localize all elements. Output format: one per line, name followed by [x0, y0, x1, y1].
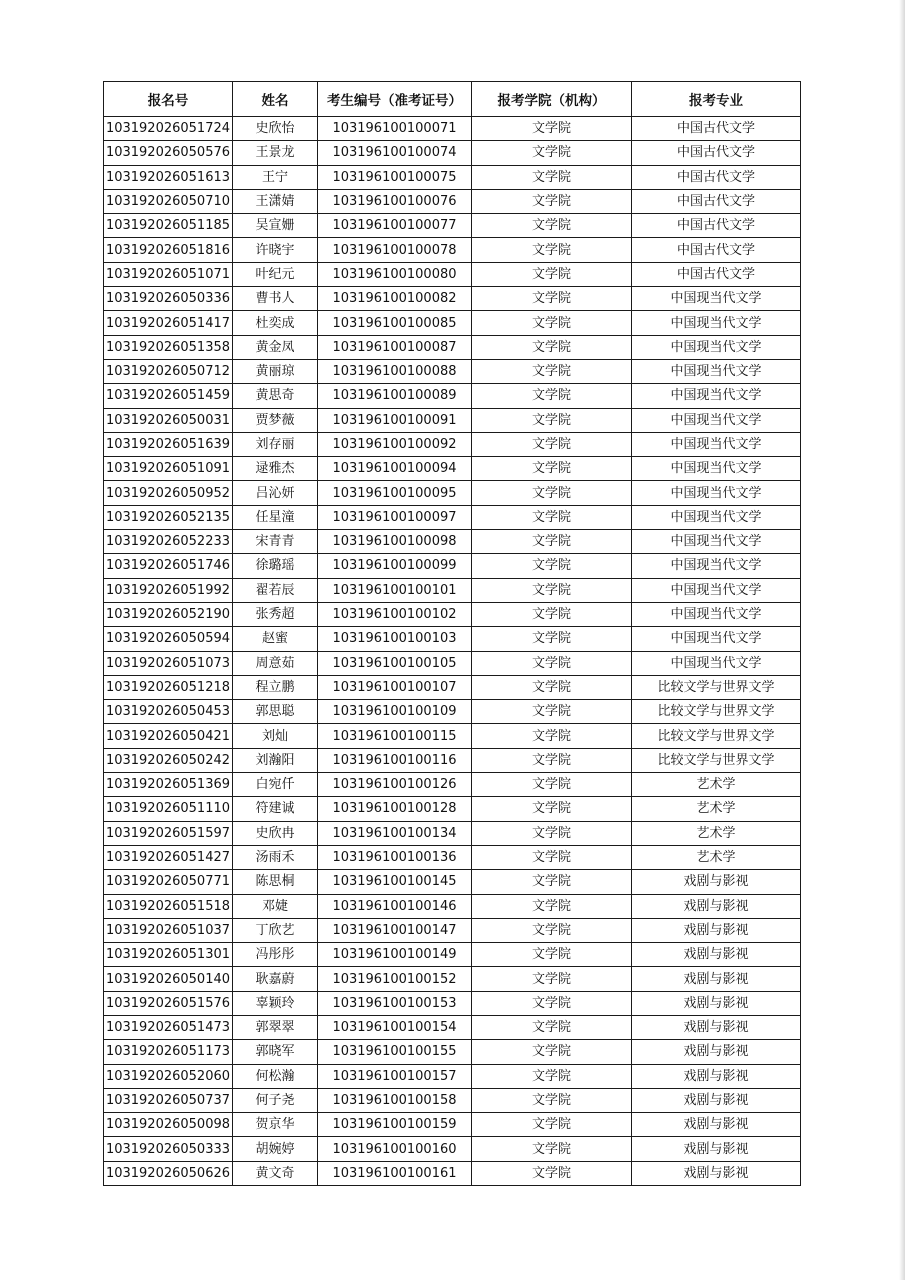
cell-name: 贾梦薇 — [233, 408, 318, 432]
cell-name: 王潇婧 — [233, 189, 318, 213]
cell-major: 戏剧与影视 — [632, 918, 801, 942]
cell-major: 中国现当代文学 — [632, 651, 801, 675]
cell-registration-number: 103192026051073 — [104, 651, 233, 675]
cell-name: 丁欣艺 — [233, 918, 318, 942]
cell-candidate-number: 103196100100146 — [318, 894, 472, 918]
cell-major: 戏剧与影视 — [632, 1064, 801, 1088]
cell-college: 文学院 — [472, 773, 632, 797]
table-row — [104, 384, 801, 408]
cell-major: 中国现当代文学 — [632, 554, 801, 578]
cell-registration-number: 103192026050242 — [104, 748, 233, 772]
cell-name: 王景龙 — [233, 141, 318, 165]
cell-college: 文学院 — [472, 627, 632, 651]
cell-registration-number: 103192026051110 — [104, 797, 233, 821]
table-row — [104, 773, 801, 797]
table-row — [104, 918, 801, 942]
cell-candidate-number: 103196100100097 — [318, 505, 472, 529]
table-row — [104, 578, 801, 602]
table-row — [104, 165, 801, 189]
cell-major: 中国古代文学 — [632, 189, 801, 213]
table-row — [104, 311, 801, 335]
cell-major: 中国现当代文学 — [632, 359, 801, 383]
cell-candidate-number: 103196100100098 — [318, 530, 472, 554]
cell-registration-number: 103192026050712 — [104, 359, 233, 383]
cell-registration-number: 103192026052135 — [104, 505, 233, 529]
cell-candidate-number: 103196100100155 — [318, 1040, 472, 1064]
header-major: 报考专业 — [632, 82, 801, 117]
table-row — [104, 554, 801, 578]
cell-college: 文学院 — [472, 602, 632, 626]
cell-college: 文学院 — [472, 967, 632, 991]
cell-candidate-number: 103196100100101 — [318, 578, 472, 602]
cell-college: 文学院 — [472, 578, 632, 602]
cell-major: 中国现当代文学 — [632, 505, 801, 529]
cell-college: 文学院 — [472, 214, 632, 238]
cell-registration-number: 103192026051518 — [104, 894, 233, 918]
cell-candidate-number: 103196100100095 — [318, 481, 472, 505]
header-registration-number: 报名号 — [104, 82, 233, 117]
table-body — [104, 117, 801, 1186]
cell-registration-number: 103192026050594 — [104, 627, 233, 651]
cell-major: 比较文学与世界文学 — [632, 748, 801, 772]
cell-major: 中国古代文学 — [632, 117, 801, 141]
table-row — [104, 408, 801, 432]
table-row — [104, 967, 801, 991]
table-row — [104, 238, 801, 262]
cell-major: 中国现当代文学 — [632, 481, 801, 505]
cell-college: 文学院 — [472, 311, 632, 335]
table-row — [104, 1113, 801, 1137]
cell-registration-number: 103192026051473 — [104, 1015, 233, 1039]
cell-major: 戏剧与影视 — [632, 991, 801, 1015]
table-row — [104, 1088, 801, 1112]
cell-name: 赵蜜 — [233, 627, 318, 651]
cell-candidate-number: 103196100100145 — [318, 870, 472, 894]
cell-candidate-number: 103196100100154 — [318, 1015, 472, 1039]
cell-college: 文学院 — [472, 991, 632, 1015]
cell-registration-number: 103192026050952 — [104, 481, 233, 505]
cell-name: 黄金凤 — [233, 335, 318, 359]
cell-major: 戏剧与影视 — [632, 1137, 801, 1161]
cell-candidate-number: 103196100100091 — [318, 408, 472, 432]
cell-major: 中国现当代文学 — [632, 432, 801, 456]
cell-major: 戏剧与影视 — [632, 1161, 801, 1185]
cell-registration-number: 103192026051427 — [104, 845, 233, 869]
cell-name: 辜颖玲 — [233, 991, 318, 1015]
page-edge-shadow — [899, 0, 905, 1280]
cell-major: 戏剧与影视 — [632, 1088, 801, 1112]
cell-college: 文学院 — [472, 675, 632, 699]
cell-college: 文学院 — [472, 262, 632, 286]
cell-name: 何松瀚 — [233, 1064, 318, 1088]
cell-major: 中国现当代文学 — [632, 408, 801, 432]
cell-college: 文学院 — [472, 1161, 632, 1185]
table-row — [104, 335, 801, 359]
cell-college: 文学院 — [472, 359, 632, 383]
cell-college: 文学院 — [472, 1040, 632, 1064]
cell-registration-number: 103192026051459 — [104, 384, 233, 408]
cell-major: 戏剧与影视 — [632, 943, 801, 967]
cell-candidate-number: 103196100100074 — [318, 141, 472, 165]
cell-major: 中国现当代文学 — [632, 530, 801, 554]
cell-name: 杜奕成 — [233, 311, 318, 335]
cell-candidate-number: 103196100100149 — [318, 943, 472, 967]
cell-name: 贺京华 — [233, 1113, 318, 1137]
cell-name: 刘瀚阳 — [233, 748, 318, 772]
cell-college: 文学院 — [472, 117, 632, 141]
cell-college: 文学院 — [472, 189, 632, 213]
table-header — [104, 82, 801, 117]
cell-name: 邓婕 — [233, 894, 318, 918]
cell-college: 文学院 — [472, 821, 632, 845]
cell-name: 曹书人 — [233, 287, 318, 311]
cell-name: 陈思桐 — [233, 870, 318, 894]
header-row — [104, 82, 801, 117]
header-college: 报考学院（机构） — [472, 82, 632, 117]
table-row — [104, 117, 801, 141]
cell-registration-number: 103192026051071 — [104, 262, 233, 286]
cell-college: 文学院 — [472, 797, 632, 821]
cell-name: 黄思奇 — [233, 384, 318, 408]
cell-name: 白宛仟 — [233, 773, 318, 797]
table-row — [104, 1040, 801, 1064]
table-row — [104, 748, 801, 772]
cell-college: 文学院 — [472, 1088, 632, 1112]
cell-candidate-number: 103196100100136 — [318, 845, 472, 869]
cell-registration-number: 103192026051417 — [104, 311, 233, 335]
cell-name: 何子尧 — [233, 1088, 318, 1112]
cell-major: 中国古代文学 — [632, 262, 801, 286]
cell-candidate-number: 103196100100107 — [318, 675, 472, 699]
cell-name: 郭翠翠 — [233, 1015, 318, 1039]
cell-major: 中国现当代文学 — [632, 627, 801, 651]
cell-college: 文学院 — [472, 943, 632, 967]
cell-candidate-number: 103196100100128 — [318, 797, 472, 821]
cell-college: 文学院 — [472, 457, 632, 481]
cell-registration-number: 103192026050737 — [104, 1088, 233, 1112]
cell-college: 文学院 — [472, 384, 632, 408]
cell-candidate-number: 103196100100160 — [318, 1137, 472, 1161]
cell-candidate-number: 103196100100075 — [318, 165, 472, 189]
cell-registration-number: 103192026050421 — [104, 724, 233, 748]
cell-college: 文学院 — [472, 287, 632, 311]
cell-registration-number: 103192026051992 — [104, 578, 233, 602]
cell-major: 戏剧与影视 — [632, 967, 801, 991]
table-row — [104, 991, 801, 1015]
cell-college: 文学院 — [472, 651, 632, 675]
cell-college: 文学院 — [472, 554, 632, 578]
cell-candidate-number: 103196100100094 — [318, 457, 472, 481]
cell-college: 文学院 — [472, 894, 632, 918]
cell-registration-number: 103192026051037 — [104, 918, 233, 942]
cell-registration-number: 103192026051369 — [104, 773, 233, 797]
cell-candidate-number: 103196100100087 — [318, 335, 472, 359]
cell-major: 艺术学 — [632, 773, 801, 797]
cell-candidate-number: 103196100100158 — [318, 1088, 472, 1112]
admission-roster-table — [103, 81, 801, 1186]
cell-college: 文学院 — [472, 408, 632, 432]
table-row — [104, 821, 801, 845]
cell-college: 文学院 — [472, 1137, 632, 1161]
table-row — [104, 1064, 801, 1088]
cell-major: 艺术学 — [632, 845, 801, 869]
table-row — [104, 189, 801, 213]
cell-name: 黄丽琼 — [233, 359, 318, 383]
cell-name: 王宁 — [233, 165, 318, 189]
cell-registration-number: 103192026051724 — [104, 117, 233, 141]
cell-name: 刘灿 — [233, 724, 318, 748]
cell-registration-number: 103192026051358 — [104, 335, 233, 359]
cell-registration-number: 103192026050453 — [104, 700, 233, 724]
cell-college: 文学院 — [472, 724, 632, 748]
cell-college: 文学院 — [472, 918, 632, 942]
table-row — [104, 870, 801, 894]
cell-registration-number: 103192026050576 — [104, 141, 233, 165]
cell-major: 戏剧与影视 — [632, 1113, 801, 1137]
cell-college: 文学院 — [472, 238, 632, 262]
cell-name: 黄文奇 — [233, 1161, 318, 1185]
cell-major: 戏剧与影视 — [632, 1015, 801, 1039]
table-row — [104, 675, 801, 699]
cell-registration-number: 103192026051301 — [104, 943, 233, 967]
cell-candidate-number: 103196100100134 — [318, 821, 472, 845]
cell-candidate-number: 103196100100082 — [318, 287, 472, 311]
cell-college: 文学院 — [472, 165, 632, 189]
cell-name: 宋青青 — [233, 530, 318, 554]
cell-major: 艺术学 — [632, 821, 801, 845]
cell-registration-number: 103192026050771 — [104, 870, 233, 894]
cell-name: 胡婉婷 — [233, 1137, 318, 1161]
cell-name: 程立鹏 — [233, 675, 318, 699]
cell-college: 文学院 — [472, 530, 632, 554]
table-row — [104, 627, 801, 651]
cell-name: 逯雅杰 — [233, 457, 318, 481]
table-row — [104, 505, 801, 529]
cell-candidate-number: 103196100100099 — [318, 554, 472, 578]
cell-registration-number: 103192026051816 — [104, 238, 233, 262]
cell-college: 文学院 — [472, 1015, 632, 1039]
cell-registration-number: 103192026051185 — [104, 214, 233, 238]
cell-candidate-number: 103196100100088 — [318, 359, 472, 383]
cell-college: 文学院 — [472, 1064, 632, 1088]
cell-name: 周意茹 — [233, 651, 318, 675]
cell-registration-number: 103192026050710 — [104, 189, 233, 213]
cell-candidate-number: 103196100100152 — [318, 967, 472, 991]
cell-major: 中国现当代文学 — [632, 335, 801, 359]
cell-candidate-number: 103196100100157 — [318, 1064, 472, 1088]
cell-major: 中国现当代文学 — [632, 287, 801, 311]
cell-major: 中国古代文学 — [632, 238, 801, 262]
cell-candidate-number: 103196100100103 — [318, 627, 472, 651]
cell-name: 耿嘉蔚 — [233, 967, 318, 991]
cell-name: 史欣怡 — [233, 117, 318, 141]
cell-major: 比较文学与世界文学 — [632, 700, 801, 724]
cell-major: 中国现当代文学 — [632, 602, 801, 626]
cell-candidate-number: 103196100100159 — [318, 1113, 472, 1137]
table-row — [104, 359, 801, 383]
table-row — [104, 1137, 801, 1161]
table-row — [104, 1161, 801, 1185]
cell-registration-number: 103192026050626 — [104, 1161, 233, 1185]
header-name: 姓名 — [233, 82, 318, 117]
cell-registration-number: 103192026051746 — [104, 554, 233, 578]
cell-name: 任星潼 — [233, 505, 318, 529]
cell-name: 许晓宇 — [233, 238, 318, 262]
cell-candidate-number: 103196100100109 — [318, 700, 472, 724]
cell-registration-number: 103192026051218 — [104, 675, 233, 699]
cell-candidate-number: 103196100100161 — [318, 1161, 472, 1185]
cell-college: 文学院 — [472, 700, 632, 724]
cell-registration-number: 103192026050098 — [104, 1113, 233, 1137]
cell-name: 郭晓军 — [233, 1040, 318, 1064]
cell-major: 中国现当代文学 — [632, 457, 801, 481]
cell-registration-number: 103192026052233 — [104, 530, 233, 554]
cell-major: 中国现当代文学 — [632, 384, 801, 408]
cell-registration-number: 103192026052190 — [104, 602, 233, 626]
table-row — [104, 651, 801, 675]
cell-name: 徐璐瑶 — [233, 554, 318, 578]
cell-college: 文学院 — [472, 1113, 632, 1137]
table-row — [104, 457, 801, 481]
cell-major: 中国古代文学 — [632, 165, 801, 189]
cell-major: 戏剧与影视 — [632, 870, 801, 894]
table-row — [104, 724, 801, 748]
cell-registration-number: 103192026050140 — [104, 967, 233, 991]
cell-major: 艺术学 — [632, 797, 801, 821]
cell-college: 文学院 — [472, 748, 632, 772]
cell-candidate-number: 103196100100071 — [318, 117, 472, 141]
cell-candidate-number: 103196100100147 — [318, 918, 472, 942]
cell-name: 汤雨禾 — [233, 845, 318, 869]
table-row — [104, 1015, 801, 1039]
cell-registration-number: 103192026050031 — [104, 408, 233, 432]
cell-registration-number: 103192026051639 — [104, 432, 233, 456]
cell-registration-number: 103192026050333 — [104, 1137, 233, 1161]
cell-candidate-number: 103196100100078 — [318, 238, 472, 262]
cell-candidate-number: 103196100100077 — [318, 214, 472, 238]
cell-college: 文学院 — [472, 481, 632, 505]
table-row — [104, 481, 801, 505]
table-row — [104, 845, 801, 869]
header-candidate-number: 考生编号（准考证号） — [318, 82, 472, 117]
cell-major: 中国现当代文学 — [632, 578, 801, 602]
table-row — [104, 943, 801, 967]
cell-college: 文学院 — [472, 141, 632, 165]
cell-name: 冯彤彤 — [233, 943, 318, 967]
cell-name: 吕沁妍 — [233, 481, 318, 505]
cell-college: 文学院 — [472, 845, 632, 869]
table-row — [104, 214, 801, 238]
table-row — [104, 700, 801, 724]
cell-candidate-number: 103196100100076 — [318, 189, 472, 213]
cell-registration-number: 103192026051613 — [104, 165, 233, 189]
cell-registration-number: 103192026051576 — [104, 991, 233, 1015]
cell-college: 文学院 — [472, 335, 632, 359]
table-row — [104, 432, 801, 456]
cell-candidate-number: 103196100100105 — [318, 651, 472, 675]
table-row — [104, 141, 801, 165]
table-row — [104, 894, 801, 918]
cell-candidate-number: 103196100100153 — [318, 991, 472, 1015]
cell-name: 郭思聪 — [233, 700, 318, 724]
cell-registration-number: 103192026051091 — [104, 457, 233, 481]
cell-candidate-number: 103196100100080 — [318, 262, 472, 286]
cell-registration-number: 103192026051597 — [104, 821, 233, 845]
cell-name: 符建诚 — [233, 797, 318, 821]
cell-candidate-number: 103196100100116 — [318, 748, 472, 772]
cell-candidate-number: 103196100100126 — [318, 773, 472, 797]
cell-major: 中国古代文学 — [632, 141, 801, 165]
cell-candidate-number: 103196100100092 — [318, 432, 472, 456]
cell-name: 刘存丽 — [233, 432, 318, 456]
cell-candidate-number: 103196100100089 — [318, 384, 472, 408]
cell-candidate-number: 103196100100102 — [318, 602, 472, 626]
cell-college: 文学院 — [472, 870, 632, 894]
table-row — [104, 602, 801, 626]
table-row — [104, 530, 801, 554]
cell-registration-number: 103192026050336 — [104, 287, 233, 311]
cell-name: 史欣冉 — [233, 821, 318, 845]
cell-major: 戏剧与影视 — [632, 894, 801, 918]
table-row — [104, 262, 801, 286]
table-row — [104, 287, 801, 311]
cell-name: 张秀超 — [233, 602, 318, 626]
cell-major: 比较文学与世界文学 — [632, 724, 801, 748]
cell-registration-number: 103192026051173 — [104, 1040, 233, 1064]
cell-major: 比较文学与世界文学 — [632, 675, 801, 699]
table-row — [104, 797, 801, 821]
cell-name: 吴宣姗 — [233, 214, 318, 238]
cell-college: 文学院 — [472, 432, 632, 456]
cell-college: 文学院 — [472, 505, 632, 529]
cell-candidate-number: 103196100100115 — [318, 724, 472, 748]
cell-major: 中国古代文学 — [632, 214, 801, 238]
cell-candidate-number: 103196100100085 — [318, 311, 472, 335]
cell-registration-number: 103192026052060 — [104, 1064, 233, 1088]
cell-name: 叶纪元 — [233, 262, 318, 286]
cell-major: 中国现当代文学 — [632, 311, 801, 335]
cell-name: 翟若辰 — [233, 578, 318, 602]
cell-major: 戏剧与影视 — [632, 1040, 801, 1064]
